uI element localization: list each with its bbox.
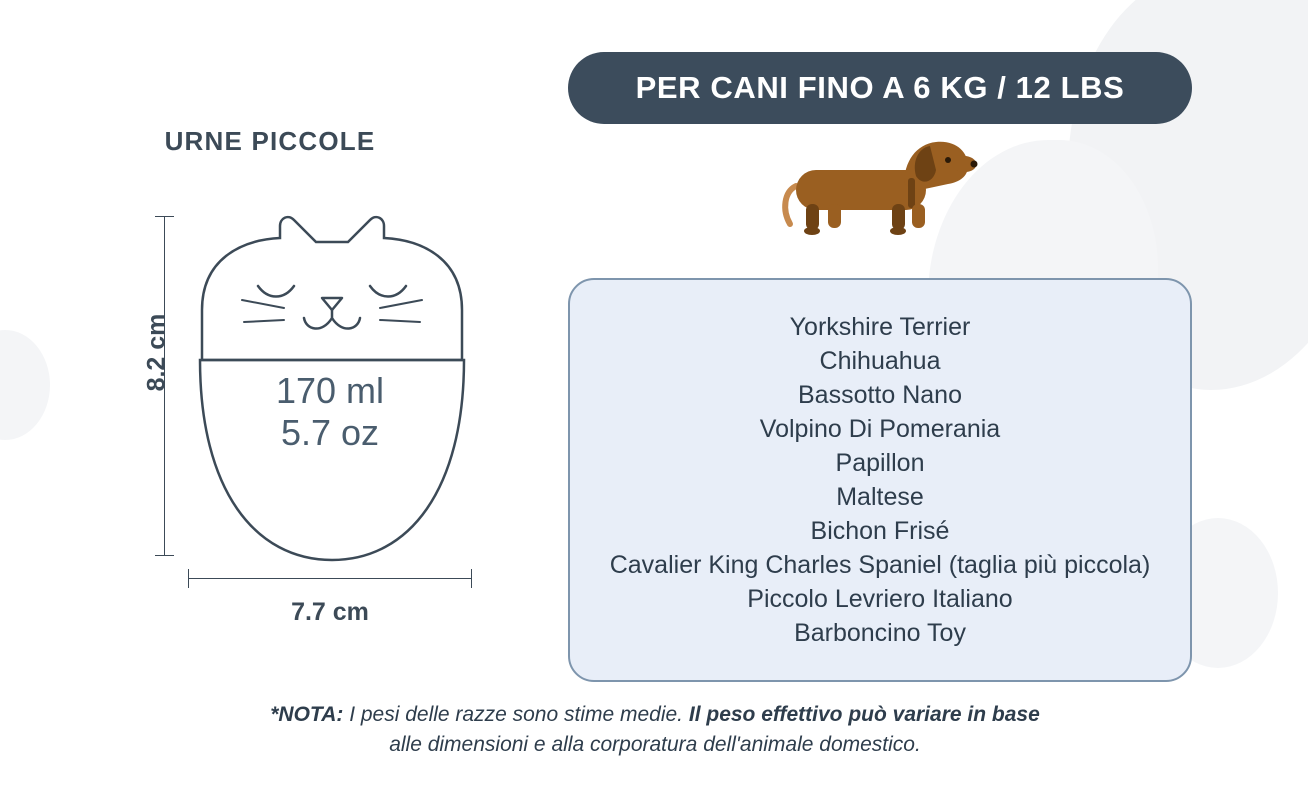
urn-volume-oz: 5.7 oz — [280, 412, 380, 454]
footnote-strong: Il peso effettivo può variare in base — [688, 703, 1040, 726]
width-dimension-label: 7.7 cm — [291, 598, 369, 626]
breed-list-box — [568, 278, 1192, 682]
footnote-line2: alle dimensioni e alla corporatura dell'animale domestico. — [389, 733, 921, 756]
urn-section-title: URNE PICCOLE — [164, 126, 376, 156]
height-dimension-label: 8.2 cm — [142, 313, 171, 392]
list-item: Cavalier King Charles Spaniel (taglia più piccola) — [609, 551, 1151, 579]
footnote-line1 — [270, 703, 1040, 726]
list-item: Papillon — [835, 449, 925, 477]
list-item: Chihuahua — [819, 347, 941, 375]
urn-dimensions-panel — [0, 0, 540, 680]
footnote-label: *NOTA: — [270, 703, 344, 726]
list-item: Maltese — [836, 483, 924, 511]
footnote-mid: I pesi delle razze sono stime medie. — [343, 703, 689, 726]
list-item: Yorkshire Terrier — [789, 313, 971, 341]
list-item: Bichon Frisé — [810, 517, 950, 545]
list-item: Volpino Di Pomerania — [759, 415, 1001, 443]
list-item: Piccolo Levriero Italiano — [747, 585, 1013, 613]
list-item: Barboncino Toy — [794, 619, 966, 647]
list-item: Bassotto Nano — [798, 381, 962, 409]
urn-volume — [180, 370, 480, 455]
urn-volume-ml: 170 ml — [275, 370, 385, 411]
breed-list — [610, 310, 1151, 650]
weight-range-badge: PER CANI FINO A 6 KG / 12 LBS — [568, 52, 1192, 124]
footnote — [150, 700, 1160, 760]
dachshund-illustration — [780, 132, 980, 257]
